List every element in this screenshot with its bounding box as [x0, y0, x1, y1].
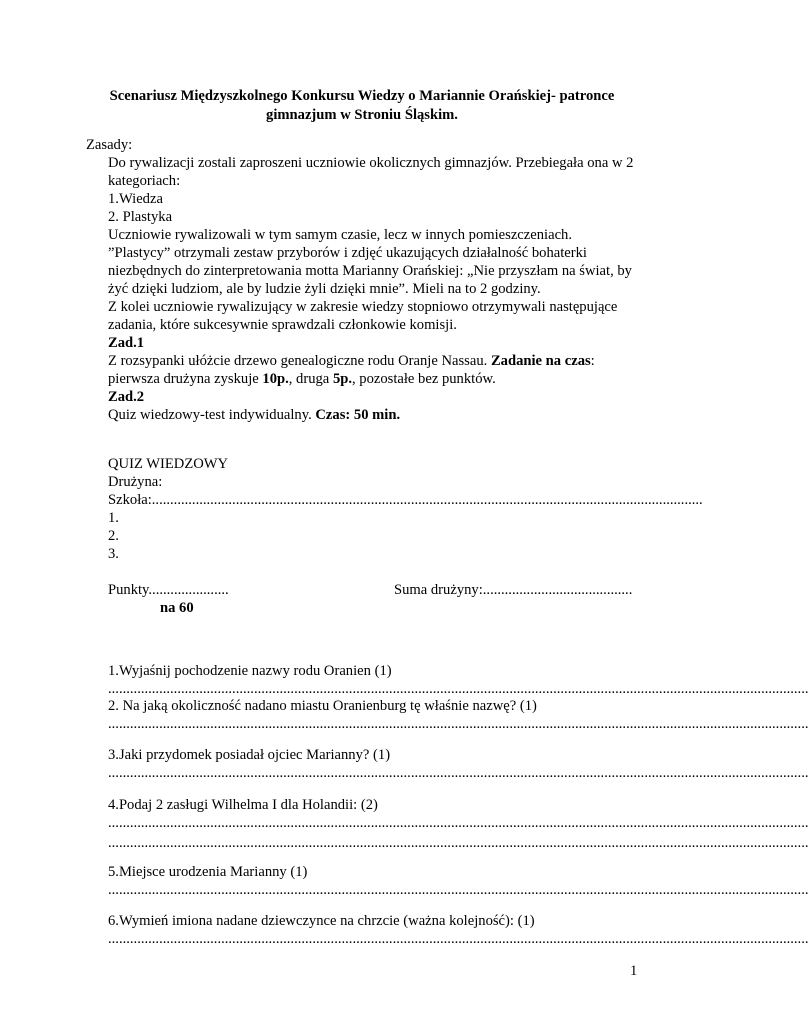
rules-paragraph-3a: ”Plastycy” otrzymali zestaw przyborów i zdjęć ukazujących działalność bohaterki	[108, 245, 587, 261]
answer-line	[108, 932, 638, 946]
rules-paragraph-3b: niezbędnych do zinterpretowania motta Marianny Orańskiej: „Nie przyszłam na świat, by	[108, 263, 632, 279]
task-1-text: Z rozsypanki ułóżcie drzewo genealogiczne rodu Oranje Nassau.	[108, 353, 491, 369]
answer-line	[108, 682, 638, 696]
category-1: 1.Wiedza	[108, 191, 163, 207]
points-field: Punkty......................	[108, 582, 229, 598]
task-1-time-label: Zadanie na czas	[490, 353, 591, 369]
rules-paragraph-1a: Do rywalizacji zostali zaproszeni uczniowie okolicznych gimnazjów. Przebiegała ona w 2	[108, 155, 634, 171]
rules-paragraph-4b: zadania, które sukcesywnie sprawdzali członkowie komisji.	[108, 317, 457, 333]
task-2-text: Quiz wiedzowy-test indywidualny.	[108, 407, 316, 423]
question-4: 4.Podaj 2 zasługi Wilhelma I dla Holandii: (2)	[108, 797, 378, 813]
team-sum-field: Suma drużyny:.........................................	[394, 582, 633, 598]
title-line-2: gimnazjum w Stroniu Śląskim.	[266, 107, 458, 123]
rules-paragraph-4a: Z kolei uczniowie rywalizujący w zakresie wiedzy stopniowo otrzymywali następujące	[108, 299, 618, 315]
task-1-colon: :	[590, 353, 595, 369]
task-1-scoring	[108, 370, 496, 388]
question-5: 5.Miejsce urodzenia Marianny (1)	[108, 864, 308, 880]
task-2-time: Czas: 50 min.	[315, 407, 401, 423]
scoring-text-2: , druga	[288, 371, 333, 387]
member-1: 1.	[108, 510, 119, 526]
document-title	[88, 87, 636, 125]
answer-line	[108, 717, 638, 731]
answer-line	[108, 836, 638, 850]
rules-heading: Zasady:	[86, 137, 133, 153]
question-3: 3.Jaki przydomek posiadał ojciec Marianny? (1)	[108, 747, 391, 763]
school-dots: .......................................................................................................................................................	[151, 492, 703, 508]
task-2-heading: Zad.2	[108, 389, 145, 405]
scoring-points-first: 10p.	[262, 371, 289, 387]
answer-line	[108, 766, 638, 780]
category-2: 2. Plastyka	[108, 209, 173, 225]
title-line-1: Scenariusz Międzyszkolnego Konkursu Wiedzy o Mariannie Orańskiej- patronce	[109, 88, 615, 104]
quiz-heading: QUIZ WIEDZOWY	[108, 456, 229, 472]
scoring-text-3: , pozostałe bez punktów.	[352, 371, 496, 387]
school-label: Szkoła:	[108, 492, 152, 508]
answer-line	[108, 816, 638, 830]
page-number: 1	[630, 963, 638, 979]
task-1-description	[108, 352, 595, 370]
scoring-text-1: pierwsza drużyna zyskuje	[108, 371, 263, 387]
member-2: 2.	[108, 528, 119, 544]
question-2: 2. Na jaką okoliczność nadano miastu Oranienburg tę właśnie nazwę? (1)	[108, 698, 537, 714]
task-1-heading: Zad.1	[108, 335, 145, 351]
max-points: na 60	[160, 600, 194, 616]
team-label: Drużyna:	[108, 474, 163, 490]
question-6: 6.Wymień imiona nadane dziewczynce na chrzcie (ważna kolejność): (1)	[108, 913, 535, 929]
question-1: 1.Wyjaśnij pochodzenie nazwy rodu Oranien (1)	[108, 663, 392, 679]
answer-line	[108, 883, 638, 897]
rules-paragraph-3c: żyć dzięki ludziom, ale by ludzie żyli dzięki mnie”. Mieli na to 2 godziny.	[108, 281, 541, 297]
school-field	[108, 491, 703, 509]
scoring-points-second: 5p.	[332, 371, 352, 387]
task-2-description	[108, 406, 400, 424]
rules-paragraph-2: Uczniowie rywalizowali w tym samym czasie, lecz w innych pomieszczeniach.	[108, 227, 572, 243]
member-3: 3.	[108, 546, 119, 562]
rules-paragraph-1b: kategoriach:	[108, 173, 181, 189]
